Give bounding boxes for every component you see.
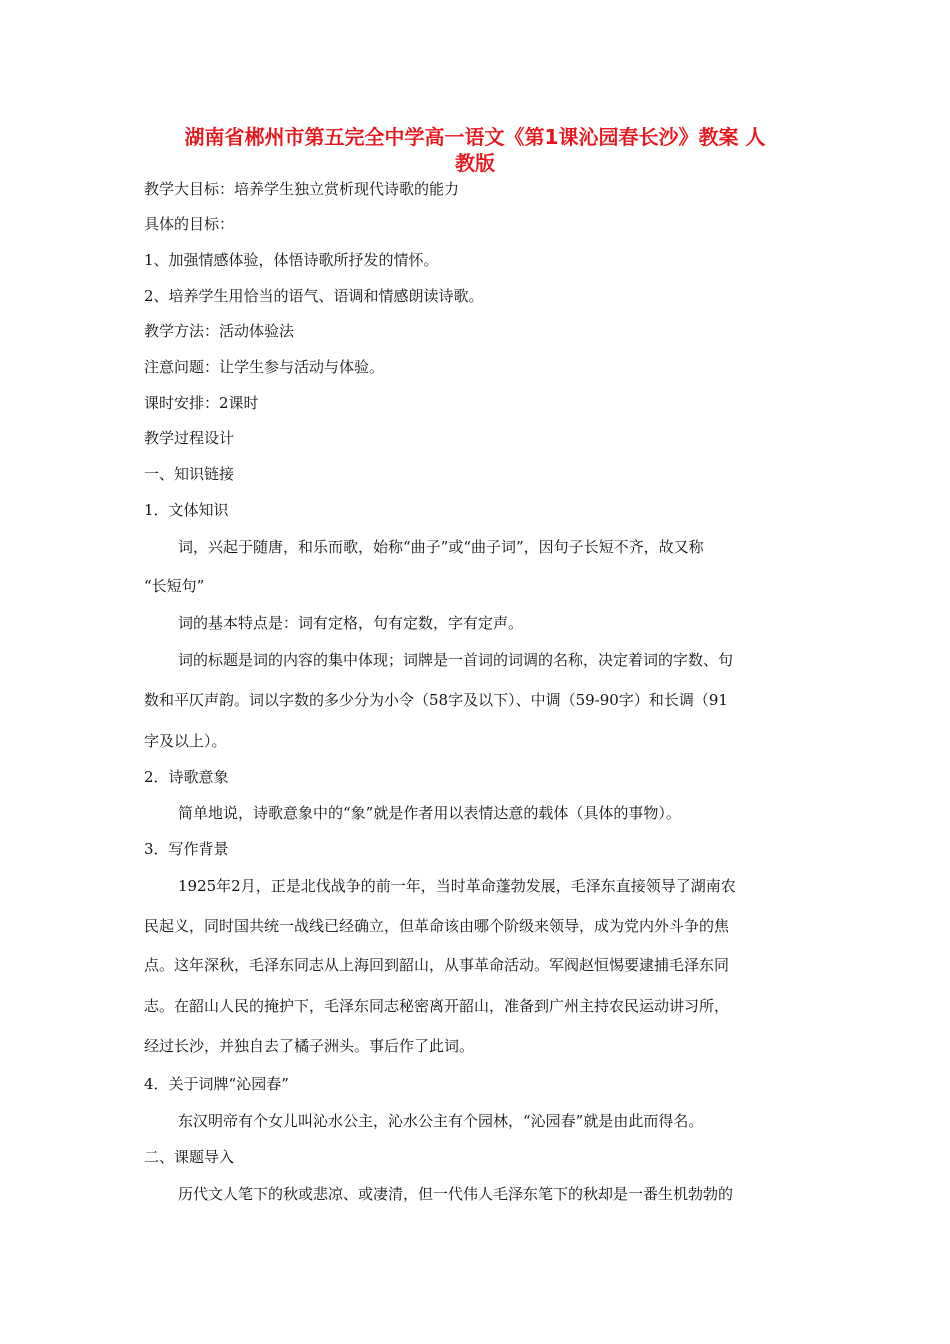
text-line: 点。这年深秋，毛泽东同志从上海回到韶山，从事革命活动。军阀赵恒惕要逮捕毛泽东同	[144, 956, 730, 974]
text-line: 经过长沙，并独自去了橘子洲头。事后作了此词。	[144, 1037, 475, 1055]
text-line: 志。在韶山人民的掩护下，毛泽东同志秘密离开韶山，准备到广州主持农民运动讲习所，	[144, 997, 730, 1015]
text-line: 民起义，同时国共统一战线已经确立，但革命该由哪个阶级来领导，成为党内外斗争的焦	[144, 917, 730, 935]
text-line: 课时安排：2课时	[144, 394, 259, 412]
text-line: 数和平仄声韵。词以字数的多少分为小令（58字及以下）、中调（59-90字）和长调（91	[144, 691, 728, 709]
text-line: 二、课题导入	[144, 1148, 235, 1166]
text-line: 4．关于词牌“沁园春”	[144, 1075, 289, 1093]
title-line-1: 湖南省郴州市第五完全中学高一语文《第1课沁园春长沙》教案 人	[184, 125, 766, 149]
text-line: 词，兴起于随唐，和乐而歌，始称“曲子”或“曲子词”，因句子长短不齐，故又称	[178, 538, 704, 556]
text-line: 词的基本特点是：词有定格，句有定数，字有定声。	[178, 614, 524, 632]
text-line: 简单地说，诗歌意象中的“象”就是作者用以表情达意的载体（具体的事物）。	[178, 804, 681, 822]
text-line: 注意问题：让学生参与活动与体验。	[144, 358, 385, 376]
title-line-2: 教版	[455, 151, 495, 175]
text-line: 2．诗歌意象	[144, 768, 229, 786]
text-line: 1、加强情感体验，体悟诗歌所抒发的情怀。	[144, 251, 439, 269]
text-line: 3．写作背景	[144, 840, 229, 858]
text-line: 词的标题是词的内容的集中体现；词牌是一首词的词调的名称，决定着词的字数、句	[178, 651, 734, 669]
document-title	[140, 124, 810, 176]
text-line: 历代文人笔下的秋或悲凉、或凄清，但一代伟人毛泽东笔下的秋却是一番生机勃勃的	[178, 1185, 734, 1203]
text-line: 具体的目标：	[144, 215, 235, 233]
text-line: 字及以上）。	[144, 732, 227, 750]
text-line: 1．文体知识	[144, 501, 229, 519]
text-line: 1925年2月，正是北伐战争的前一年，当时革命蓬勃发展，毛泽东直接领导了湖南农	[178, 877, 736, 895]
text-line: 教学大目标：培养学生独立赏析现代诗歌的能力	[144, 180, 460, 198]
text-line: 教学方法：活动体验法	[144, 322, 295, 340]
text-line: 一、知识链接	[144, 465, 235, 483]
text-line: “长短句”	[144, 577, 205, 595]
text-line: 2、培养学生用恰当的语气、语调和情感朗读诗歌。	[144, 287, 484, 305]
text-line: 东汉明帝有个女儿叫沁水公主，沁水公主有个园林，“沁园春”就是由此而得名。	[178, 1112, 704, 1130]
text-line: 教学过程设计	[144, 429, 235, 447]
